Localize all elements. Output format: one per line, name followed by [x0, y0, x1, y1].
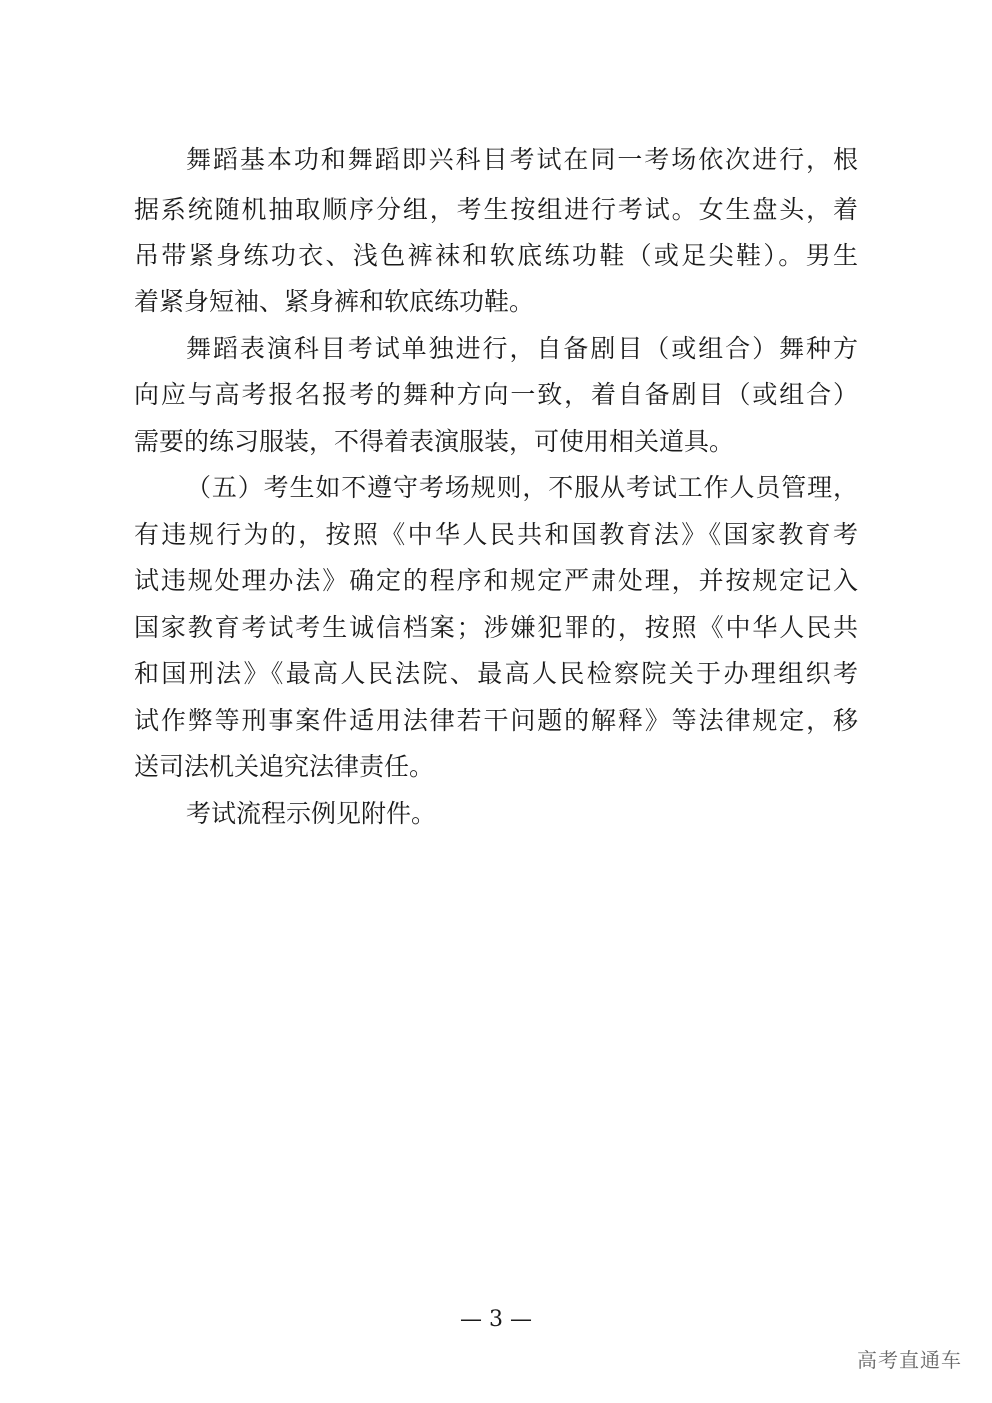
text-line-content: 送司法机关追究法律责任。	[134, 752, 435, 781]
text-line-content: 国家教育考试考生诚信档案；涉嫌犯罪的，按照《中华人民共	[134, 613, 860, 642]
text-line	[0, 372, 992, 418]
watermark-text: 高考直通车	[857, 1348, 962, 1372]
text-line-content: 据系统随机抽取顺序分组，考生按组进行考试。女生盘头，着	[134, 195, 860, 224]
text-line	[0, 465, 992, 511]
text-line	[0, 698, 992, 744]
text-line	[0, 419, 992, 465]
text-line-content: 考试流程示例见附件。	[186, 799, 437, 828]
text-line	[0, 326, 992, 372]
text-line	[0, 744, 992, 790]
text-line	[0, 512, 992, 558]
text-line	[0, 651, 992, 697]
text-line-content: 着紧身短袖、紧身裤和软底练功鞋。	[134, 287, 535, 316]
text-line-content: 舞蹈表演科目考试单独进行，自备剧目（或组合）舞种方	[186, 334, 860, 363]
text-line-content: 需要的练习服装，不得着表演服装，可使用相关道具。	[134, 427, 735, 456]
text-line	[0, 233, 992, 279]
text-line	[0, 187, 992, 233]
text-line	[0, 791, 992, 837]
text-line-content: 试违规处理办法》确定的程序和规定严肃处理，并按规定记入	[134, 566, 860, 595]
text-line	[0, 558, 992, 604]
text-line-content: 试作弊等刑事案件适用法律若干问题的解释》等法律规定，移	[134, 706, 860, 735]
text-line-content: 有违规行为的，按照《中华人民共和国教育法》《国家教育考	[134, 520, 861, 549]
page-number: — 3 —	[460, 1307, 532, 1332]
text-line-content: 舞蹈基本功和舞蹈即兴科目考试在同一考场依次进行，根	[186, 145, 860, 174]
text-line-content: （五）考生如不遵守考场规则，不服从考试工作人员管理，	[186, 473, 859, 502]
text-line-content: 和国刑法》《最高人民法院、最高人民检察院关于办理组织考	[134, 659, 861, 688]
text-line	[0, 605, 992, 651]
text-line	[0, 137, 992, 183]
text-line-content: 向应与高考报名报考的舞种方向一致，着自备剧目（或组合）	[134, 380, 860, 409]
text-line	[0, 279, 992, 325]
text-line-content: 吊带紧身练功衣、浅色裤袜和软底练功鞋（或足尖鞋）。男生	[134, 241, 861, 270]
